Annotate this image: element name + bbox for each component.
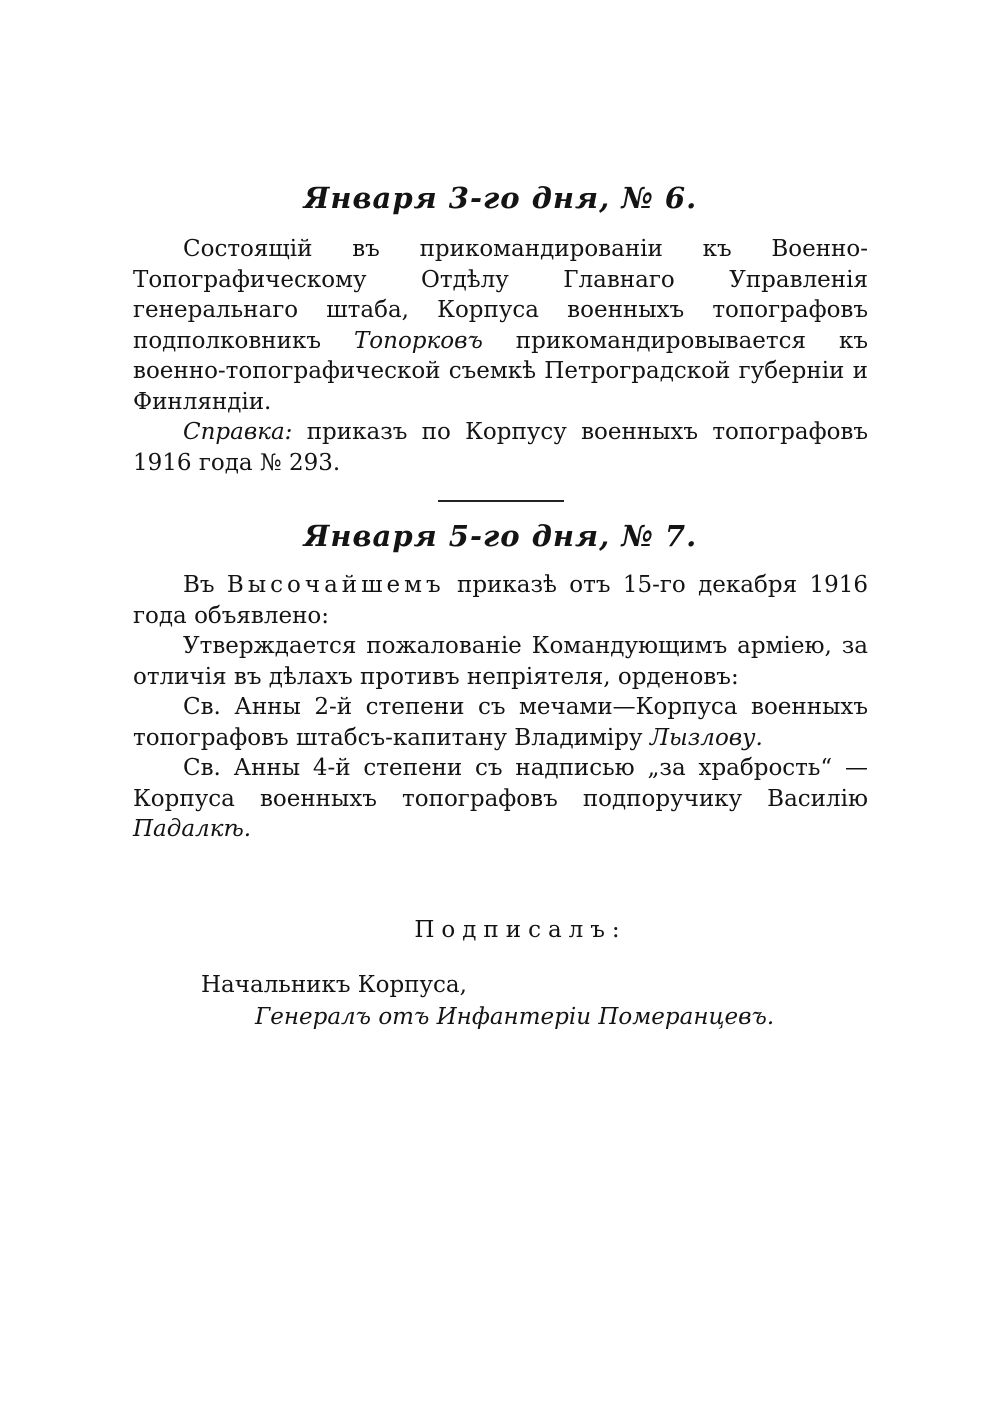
order-7-award-2	[133, 753, 868, 845]
order-6	[133, 178, 868, 478]
order-6-reference-label: Справка:	[183, 419, 293, 445]
order-7-intro	[133, 570, 868, 631]
order-7-intro-rest: приказѣ отъ 15-го декабря 1916 года объявлено:	[133, 572, 868, 629]
document-page	[133, 178, 868, 1033]
order-6-person-name: Топорковъ	[353, 327, 483, 354]
section-divider	[438, 500, 564, 502]
order-7-approval: Утверждается пожалованіе Командующимъ арміею, за отличія въ дѣлахъ противъ непріятеля, орденовъ:	[133, 633, 868, 690]
order-6-body-part2: прикомандировывается къ военно-топографической съемкѣ Петроградской губерніи и Финляндіи.	[133, 327, 868, 415]
order-7-award-1-text: Св. Анны 2-й степени съ мечами—Корпуса военныхъ топографовъ штабсъ-капитану Владиміру	[133, 694, 868, 751]
order-7	[133, 516, 868, 845]
order-6-body-part1: Состоящій въ прикомандированіи къ Военно-Топографическому Отдѣлу Главнаго Управленія генеральнаго штаба, Корпуса военныхъ топографовъ подполковникъ	[133, 236, 868, 354]
order-7-award-1	[133, 692, 868, 753]
order-7-award-2-name: Падалкѣ.	[133, 816, 252, 842]
signature-role: Начальникъ Корпуса,	[201, 971, 467, 998]
order-7-title: Января 5-го дня, № 7.	[303, 519, 698, 553]
signature-heading: Подписалъ:	[414, 916, 627, 943]
order-6-reference-text: приказъ по Корпусу военныхъ топографовъ 1916 года № 293.	[133, 419, 868, 476]
signature-name: Генералъ отъ Инфантеріи Померанцевъ.	[255, 1003, 775, 1030]
order-7-award-2-text: Св. Анны 4-й степени съ надписью „за храбрость“ — Корпуса военныхъ топографовъ подпоручику Василію	[133, 755, 868, 812]
order-6-body	[133, 234, 868, 417]
order-7-award-1-name: Лызлову.	[649, 724, 763, 751]
order-6-title: Января 3-го дня, № 6.	[303, 181, 698, 215]
order-7-intro-highest: Высочайшемъ	[226, 572, 445, 598]
order-6-reference	[133, 417, 868, 478]
signature-block	[133, 917, 868, 1033]
order-7-intro-lead: Въ	[183, 572, 227, 598]
